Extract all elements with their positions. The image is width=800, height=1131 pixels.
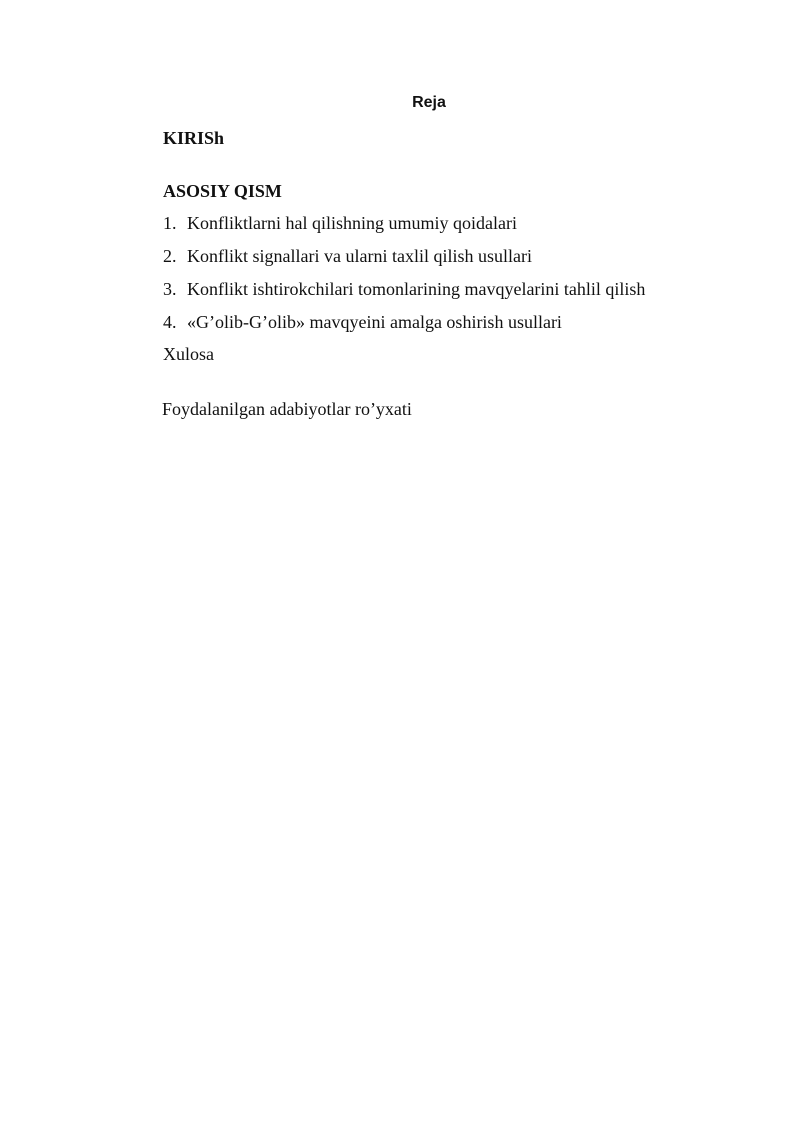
list-item — [163, 212, 645, 245]
list-item-number: 1. — [163, 213, 177, 233]
main-part-heading: ASOSIY QISM — [163, 181, 282, 201]
outline-list — [163, 212, 645, 344]
list-item-text: Konfliktlarni hal qilishning umumiy qoidalari — [187, 213, 517, 233]
list-item-text: «G’olib-G’olib» mavqyeini amalga oshirish usullari — [187, 312, 562, 332]
references-heading: Foydalanilgan adabiyotlar ro’yxati — [162, 399, 412, 419]
list-item-number: 3. — [163, 279, 177, 299]
intro-heading: KIRISh — [163, 128, 225, 148]
list-item-text: Konflikt ishtirokchilari tomonlarining mavqyelarini tahlil qilish — [187, 279, 646, 299]
list-item — [163, 278, 645, 311]
page-title: Reja — [412, 94, 446, 111]
list-item-number: 2. — [163, 246, 177, 266]
list-item — [163, 311, 645, 344]
list-item-number: 4. — [163, 312, 177, 332]
conclusion-heading: Xulosa — [163, 344, 214, 364]
list-item — [163, 245, 645, 278]
list-item-text: Konflikt signallari va ularni taxlil qilish usullari — [187, 246, 532, 266]
